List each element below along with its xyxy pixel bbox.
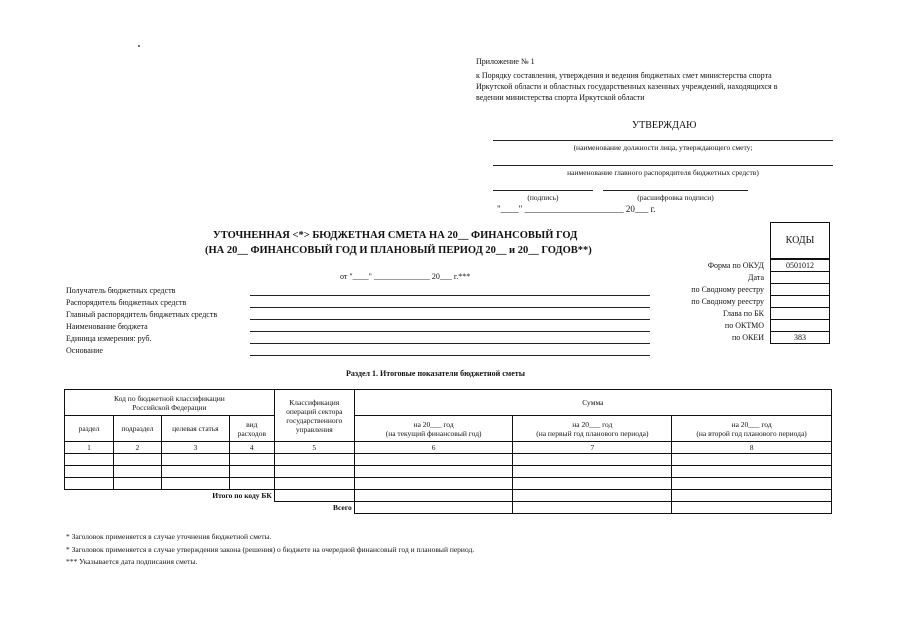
field-basis: Основание (66, 346, 103, 355)
col-num-4: 4 (229, 442, 274, 454)
col-num-1: 1 (65, 442, 114, 454)
col-num-8: 8 (672, 442, 832, 454)
code-label-glava: Глава по БК (723, 309, 764, 318)
field-recipient: Получатель бюджетных средств (66, 286, 176, 295)
code-label-okud: Форма по ОКУД (707, 261, 764, 270)
total-label: Всего (274, 502, 354, 514)
header-sum-group: Сумма (354, 390, 831, 416)
total-row (65, 502, 832, 514)
appendix-line-3: ведении министерства спорта Иркутской области (476, 93, 645, 102)
table-row (65, 466, 832, 478)
heading-line-2: (НА 20__ ФИНАНСОВЫЙ ГОД И ПЛАНОВЫЙ ПЕРИОД 20__ и 20__ ГОДОВ**) (205, 245, 592, 256)
appendix-line-2: Иркутской области и областных государственных казенных учреждений, находящихся в (476, 82, 778, 91)
decoding-caption: (расшифровка подписи) (637, 193, 714, 202)
manager-line (493, 165, 833, 166)
heading-date: от "____" ______________ 20___ г.*** (340, 272, 471, 281)
total-bk-row (65, 490, 832, 502)
field-line-3 (250, 319, 650, 320)
field-budget-name: Наименование бюджета (66, 322, 148, 331)
signature-line (493, 190, 593, 191)
decoding-line (603, 190, 748, 191)
position-caption: (наименование должности лица, утверждающего смету; (573, 143, 753, 152)
position-line (493, 140, 833, 141)
header-celevaya: целевая статья (161, 416, 229, 442)
code-registry-2 (771, 295, 829, 307)
column-numbers-row (65, 442, 832, 454)
header-year-2-b: (на первый год планового периода) (536, 428, 649, 438)
footnote-2: * Заголовок применяется в случае утверждения закона (решения) о бюджете на очередной финансовый год и плановый период. (66, 545, 475, 554)
field-unit: Единица измерения: руб. (66, 334, 152, 343)
field-main-manager: Главный распорядитель бюджетных средств (66, 310, 218, 319)
field-line-1 (250, 295, 650, 296)
header-vid: вид расходов (229, 416, 274, 442)
codes-column (770, 259, 830, 344)
footnote-1: * Заголовок применяется в случае уточнения бюджетной сметы. (66, 532, 272, 541)
header-year-1 (354, 416, 513, 442)
approve-date: "____" ______________________ 20___ г. (497, 204, 656, 214)
footnote-3: *** Указывается дата подписания сметы. (66, 557, 198, 566)
header-bk-group: Код по бюджетной классификации Российской Федерации (65, 390, 275, 416)
header-year-2 (513, 416, 672, 442)
header-podrazdel: подраздел (113, 416, 161, 442)
col-num-3: 3 (161, 442, 229, 454)
code-date (771, 271, 829, 283)
appendix-line-1: к Порядку составления, утверждения и ведения бюджетных смет министерства спорта (476, 71, 772, 80)
field-line-2 (250, 307, 650, 308)
col-num-5: 5 (274, 442, 354, 454)
codes-header (770, 222, 830, 259)
budget-table (64, 389, 832, 514)
code-label-oktmo: по ОКТМО (724, 321, 764, 330)
col-num-6: 6 (354, 442, 513, 454)
header-year-1-a: на 20___ год (413, 419, 454, 429)
scan-dot (138, 45, 140, 47)
section-title: Раздел 1. Итоговые показатели бюджетной сметы (346, 369, 525, 378)
total-bk-label: Итого по коду БК (65, 490, 275, 502)
code-okud: 0501012 (771, 259, 829, 271)
header-kosgu: Классификация операций сектора государственного управления (274, 390, 354, 442)
col-num-7: 7 (513, 442, 672, 454)
header-year-3-b: (на второй год планового периода) (696, 428, 807, 438)
table-row (65, 478, 832, 490)
code-glava (771, 307, 829, 319)
code-label-date: Дата (748, 273, 764, 282)
code-oktmo (771, 319, 829, 331)
code-registry-1 (771, 283, 829, 295)
header-year-2-a: на 20___ год (572, 419, 613, 429)
field-labels (66, 285, 251, 357)
header-year-3 (672, 416, 832, 442)
code-label-registry-2: по Сводному реестру (691, 297, 764, 306)
field-line-6 (250, 355, 650, 356)
col-num-2: 2 (113, 442, 161, 454)
header-razdel: раздел (65, 416, 114, 442)
codes-labels (640, 260, 764, 344)
appendix-title: Приложение № 1 (476, 57, 535, 66)
approve-title: УТВЕРЖДАЮ (632, 120, 697, 131)
manager-caption: наименование главного распорядителя бюджетных средств) (567, 168, 759, 177)
field-manager: Распорядитель бюджетных средств (66, 298, 187, 307)
codes-title: КОДЫ (785, 235, 815, 246)
code-label-registry-1: по Сводному реестру (691, 285, 764, 294)
signature-caption: (подпись) (527, 193, 559, 202)
field-line-5 (250, 343, 650, 344)
table-row (65, 454, 832, 466)
heading-line-1: УТОЧНЕННАЯ <*> БЮДЖЕТНАЯ СМЕТА НА 20__ ФИНАНСОВЫЙ ГОД (213, 230, 578, 241)
header-year-3-a: на 20___ год (731, 419, 772, 429)
header-year-1-b: (на текущий финансовый год) (385, 428, 482, 438)
code-okei: 383 (771, 331, 829, 343)
code-label-okei: по ОКЕИ (731, 333, 764, 342)
field-line-4 (250, 331, 650, 332)
